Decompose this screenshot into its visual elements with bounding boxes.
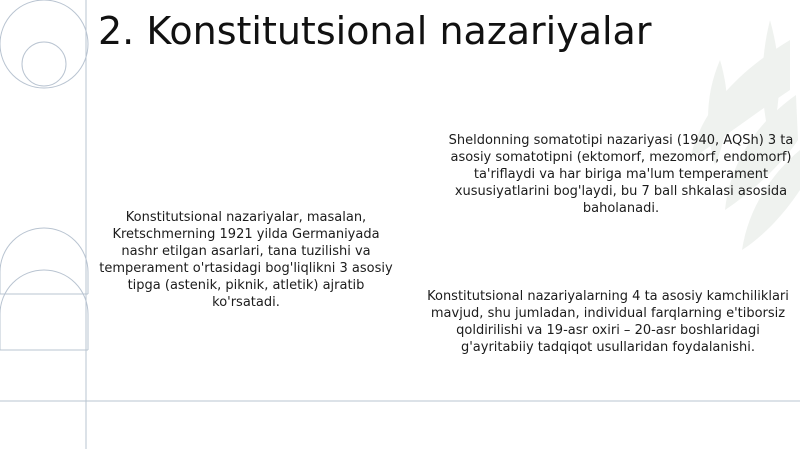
slide-title: 2. Konstitutsional nazariyalar (98, 9, 652, 53)
left-text-block: Konstitutsional nazariyalar, masalan, Kretschmerning 1921 yilda Germaniyada nashr etilgan asarlari, tana tuzilishi va temperament o'rtasidagi bog'liqlikni 3 asosiy tipga (astenik, piknik, atletik) ajratib ko'rsatadi. (99, 210, 393, 310)
right-bottom-text-block: Konstitutsional nazariyalarning 4 ta asosiy kamchiliklari mavjud, shu jumladan, individual farqlarning e'tiborsiz qoldirilishi va 19-asr oxiri – 20-asr boshlaridagi g'ayritabiiy tadqiqot usullaridan foydalanishi. (427, 289, 789, 355)
right-top-text-block: Sheldonning somatotipi nazariyasi (1940, AQSh) 3 ta asosiy somatotipni (ektomorf, mezomorf, endomorf) ta'riflaydi va har biriga ma'lum temperament xususiyatlarini bog'laydi, bu 7 ball shkalasi asosida baholanadi. (448, 133, 794, 216)
